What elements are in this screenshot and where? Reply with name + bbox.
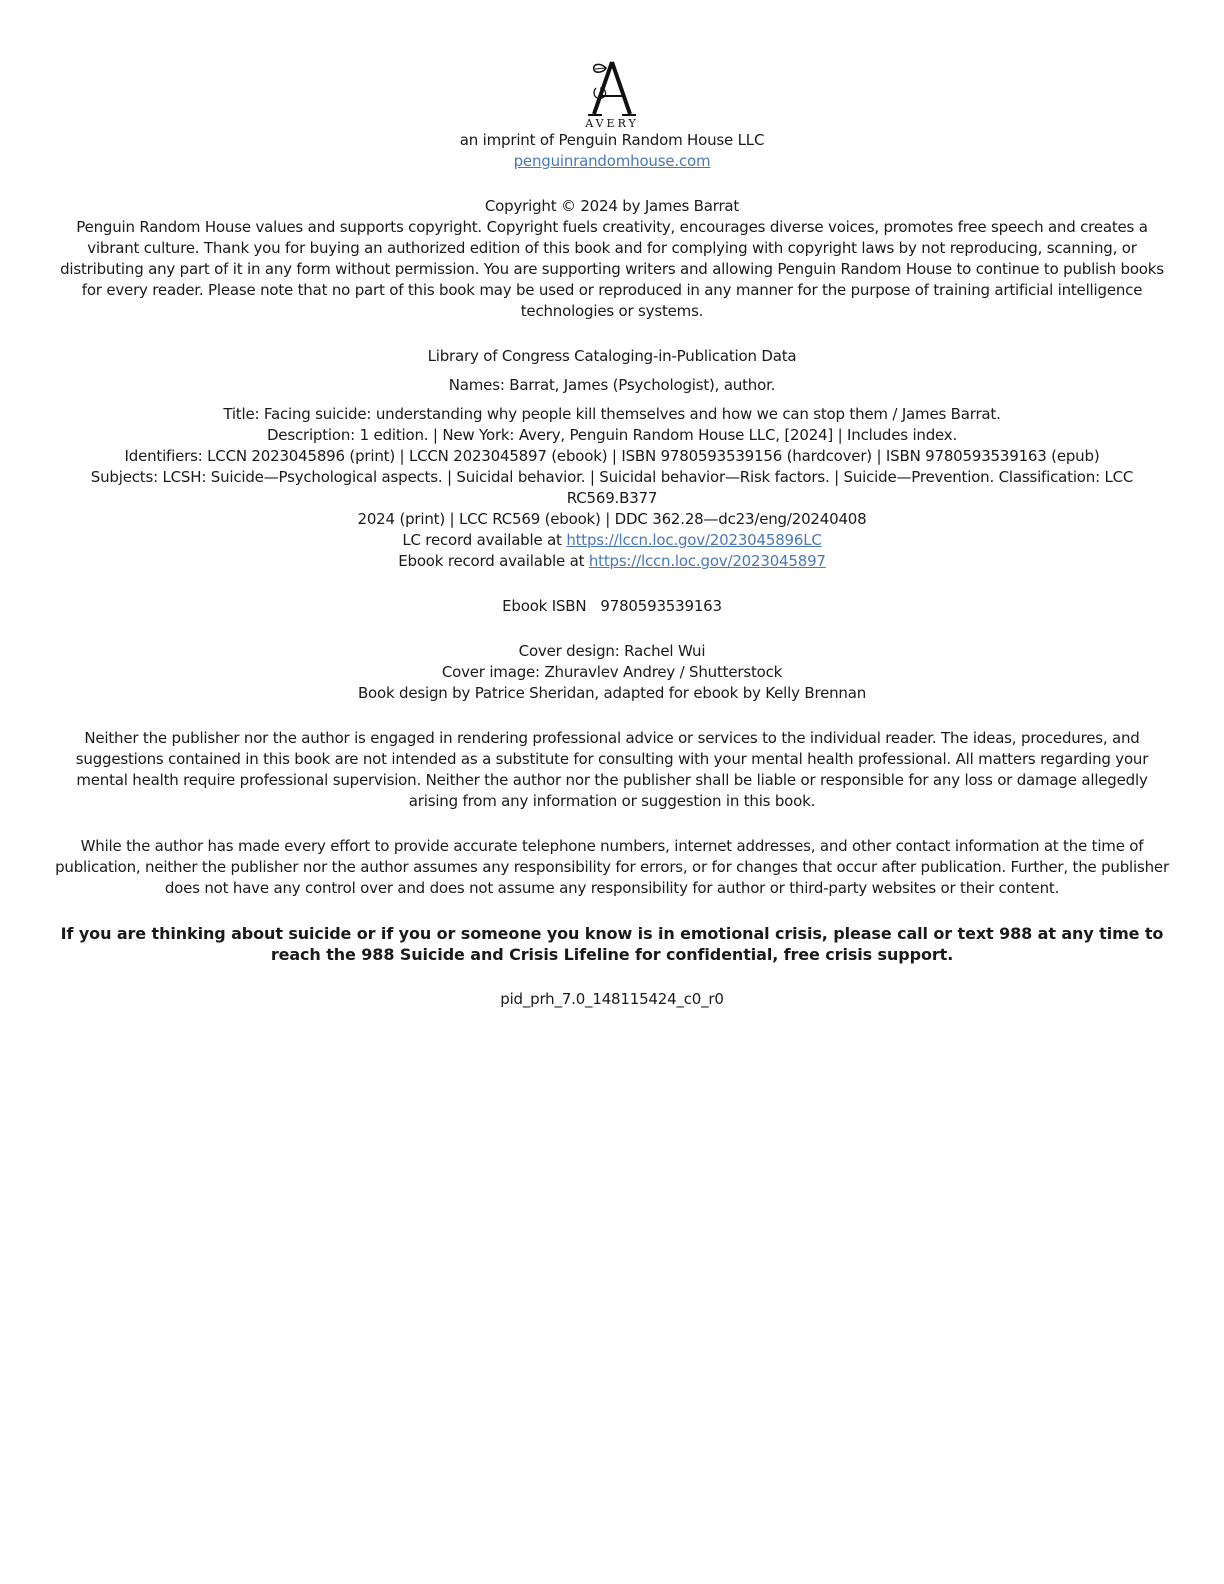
lc-record-link[interactable]: https://lccn.loc.gov/2023045896LC: [566, 531, 822, 549]
ebook-record-line: [52, 551, 1172, 572]
cip-description: Description: 1 edition. | New York: Avery, Penguin Random House LLC, [2024] | Includes index.: [266, 426, 958, 444]
ebook-isbn-value: 9780593539163: [600, 597, 722, 615]
cip-title: Title: Facing suicide: understanding why people kill themselves and how we can stop them / James Barrat.: [223, 405, 1001, 423]
pid-identifier: pid_prh_7.0_148115424_c0_r0: [500, 990, 724, 1008]
book-design-credit: Book design by Patrice Sheridan, adapted for ebook by Kelly Brennan: [357, 684, 867, 702]
publisher-logo-word: AVERY: [585, 117, 639, 130]
cip-subjects-line-1: Subjects: LCSH: Suicide—Psychological aspects. | Suicidal behavior. | Suicidal behavior—Risk factors. | Suicide—Prevention. Classification: LCC RC569.B377: [90, 468, 1134, 507]
imprint-line: an imprint of Penguin Random House LLC: [459, 131, 765, 149]
copyright-statement: Penguin Random House values and supports copyright. Copyright fuels creativity, encourages diverse voices, promotes free speech and creates a vibrant culture. Thank you for buying an authorized edition of this book and for complying with copyright laws by not reproducing, scanning, or distributing any part of it in any form without permission. You are supporting writers and allowing Penguin Random House to continue to publish books for every reader. Please note that no part of this book may be used or reproduced in any manner for the purpose of training artificial intelligence technologies or systems.: [60, 218, 1164, 320]
cip-names: Names: Barrat, James (Psychologist), author.: [448, 376, 776, 394]
cip-subjects-line-2: 2024 (print) | LCC RC569 (ebook) | DDC 362.28—dc23/eng/20240408: [357, 510, 867, 528]
publisher-logo: [52, 58, 1172, 130]
lc-record-line: [52, 530, 1172, 551]
cover-design-credit: Cover design: Rachel Wui: [518, 642, 706, 660]
lc-record-prefix: LC record available at: [402, 531, 567, 549]
ebook-record-prefix: Ebook record available at: [398, 552, 589, 570]
cover-image-credit: Cover image: Zhuravlev Andrey / Shutterstock: [441, 663, 783, 681]
publisher-website-link[interactable]: penguinrandomhouse.com: [513, 152, 711, 170]
ebook-isbn-line: [52, 596, 1172, 617]
ebook-isbn-label: Ebook ISBN: [502, 597, 587, 615]
copyright-line: Copyright © 2024 by James Barrat: [484, 197, 740, 215]
avery-a-logo-icon: [582, 58, 642, 120]
ebook-record-link[interactable]: https://lccn.loc.gov/2023045897: [588, 552, 826, 570]
professional-advice-disclaimer: Neither the publisher nor the author is engaged in rendering professional advice or services to the individual reader. The ideas, procedures, and suggestions contained in this book are not intended as a substitute for consulting with your mental health professional. All matters regarding your mental health require professional supervision. Neither the author nor the publisher shall be liable or responsible for any loss or damage allegedly arising from any information or suggestion in this book.: [75, 729, 1149, 810]
cip-heading: Library of Congress Cataloging-in-Publication Data: [427, 347, 797, 365]
contact-info-disclaimer: While the author has made every effort to provide accurate telephone numbers, internet addresses, and other contact information at the time of publication, neither the publisher nor the author assumes any responsibility for errors, or for changes that occur after publication. Further, the publisher does not have any control over and does not assume any responsibility for author or third-party websites or their content.: [55, 837, 1169, 897]
cip-identifiers: Identifiers: LCCN 2023045896 (print) | LCCN 2023045897 (ebook) | ISBN 9780593539156 (hardcover) | ISBN 9780593539163 (epub): [124, 447, 1100, 465]
crisis-lifeline-notice: If you are thinking about suicide or if you or someone you know is in emotional crisis, please call or text 988 at any time to reach the 988 Suicide and Crisis Lifeline for confidential, free crisis support.: [60, 924, 1164, 964]
